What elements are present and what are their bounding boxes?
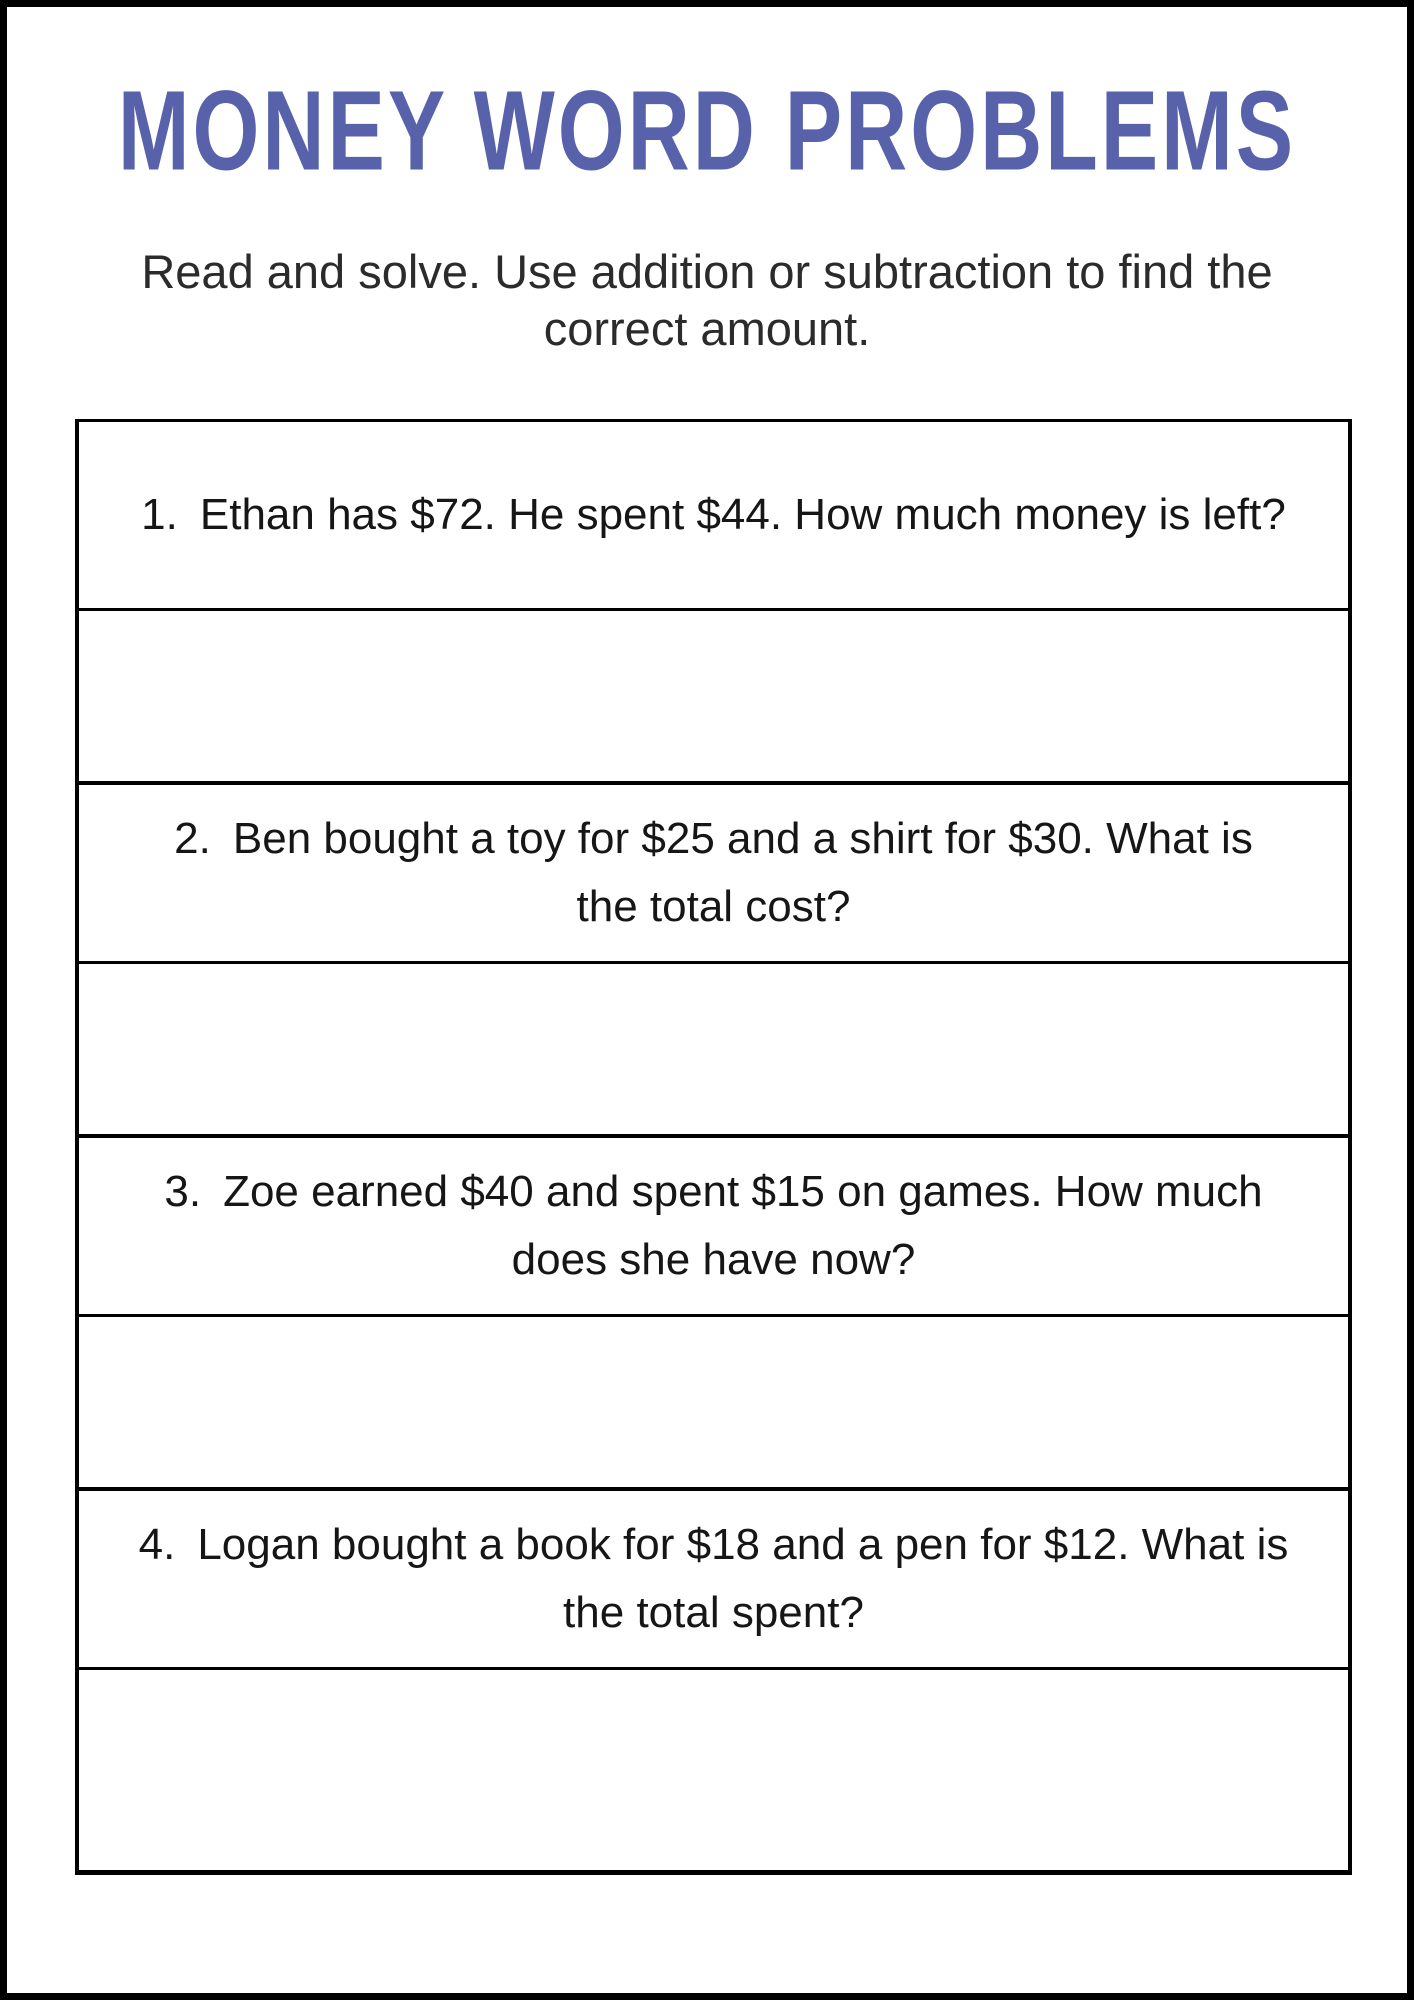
answer-box-2 bbox=[79, 964, 1348, 1138]
problem-question-4: Logan bought a book for $18 and a pen for $12. What is the total spent? bbox=[197, 1520, 1289, 1637]
answer-box-3 bbox=[79, 1317, 1348, 1491]
problem-row-3 bbox=[79, 1138, 1348, 1317]
problem-row-2 bbox=[79, 785, 1348, 964]
problem-question-1: Ethan has $72. He spent $44. How much money is left? bbox=[199, 490, 1286, 539]
problem-number-4: 4. bbox=[138, 1520, 176, 1569]
problem-row-1 bbox=[79, 422, 1348, 611]
problem-number-1: 1. bbox=[141, 490, 178, 539]
problem-number-2: 2. bbox=[174, 814, 211, 863]
problem-text-2 bbox=[139, 805, 1289, 941]
page-title: MONEY WORD PROBLEMS bbox=[117, 67, 1297, 195]
problem-text-4 bbox=[139, 1511, 1289, 1647]
problem-number-3: 3. bbox=[164, 1167, 202, 1216]
answer-box-4 bbox=[79, 1670, 1348, 1870]
problem-text-1 bbox=[141, 481, 1286, 549]
problem-row-4 bbox=[79, 1491, 1348, 1670]
problems-table bbox=[75, 419, 1352, 1875]
answer-box-1 bbox=[79, 611, 1348, 785]
problem-text-3 bbox=[139, 1158, 1289, 1294]
instructions-line-2: correct amount. bbox=[543, 302, 871, 355]
instructions-line-1: Read and solve. Use addition or subtraction to find the bbox=[141, 245, 1273, 298]
problem-question-3: Zoe earned $40 and spent $15 on games. How much does she have now? bbox=[223, 1167, 1263, 1284]
problem-question-2: Ben bought a toy for $25 and a shirt for $30. What is the total cost? bbox=[232, 814, 1253, 931]
instructions bbox=[7, 243, 1407, 357]
header bbox=[7, 67, 1407, 195]
